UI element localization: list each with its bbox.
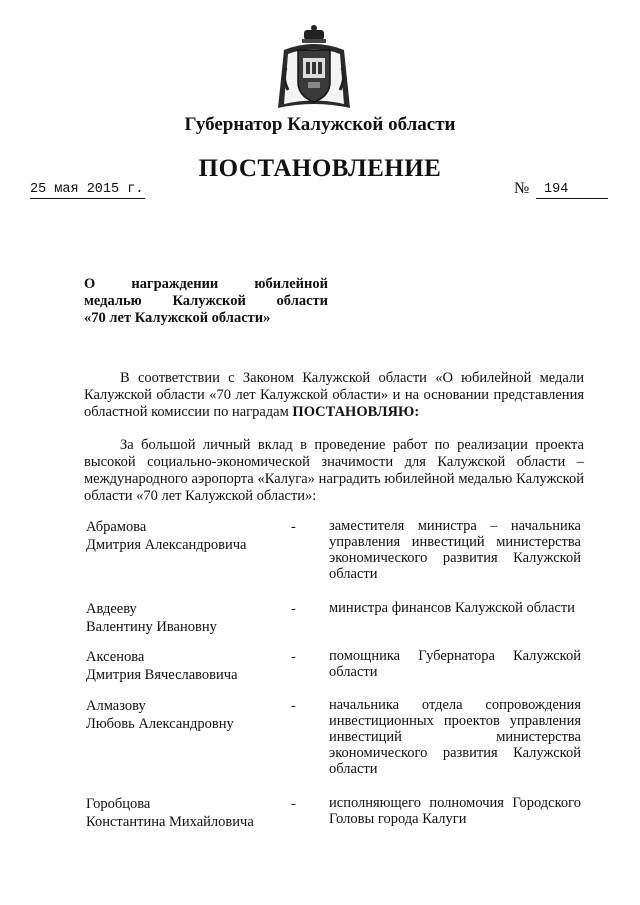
awardee-name (86, 697, 286, 733)
subject-line-1: О награждении юбилейной (84, 276, 328, 292)
issuing-authority: Губернатор Калужской области (184, 114, 456, 135)
awardee-surname: Авдееву (86, 601, 137, 617)
awardee-dash: - (291, 519, 296, 535)
awardee-dash: - (291, 796, 296, 812)
preamble-paragraph (84, 370, 584, 421)
subject-line-2: медалью Калужской области (84, 293, 328, 309)
awardee-given-names: Константина Михайловича (86, 814, 254, 830)
awardee-surname: Алмазову (86, 698, 146, 714)
awardee-name (86, 518, 286, 554)
awardee-name (86, 795, 286, 831)
awardee-dash: - (291, 649, 296, 665)
awardee-position: исполняющего полномочия Городского Головы города Калуги (329, 795, 581, 827)
awardee-given-names: Валентину Ивановну (86, 619, 217, 635)
awardee-given-names: Дмитрия Вячеславовича (86, 667, 238, 683)
awardee-surname: Абрамова (86, 519, 147, 535)
document-number: 194 (536, 182, 608, 199)
document-number-label: № (514, 180, 530, 197)
subject-line-3: «70 лет Калужской области» (84, 310, 271, 326)
awardee-name (86, 648, 286, 684)
awardee-dash: - (291, 601, 296, 617)
award-paragraph: За большой личный вклад в проведение работ по реализации проекта высокой социально-экономической значимости для Калужской области – международного аэропорта «Калуга» наградить юбилейной медалью Калужской области «70 лет Калужской области»: (84, 437, 584, 504)
awardee-name (86, 600, 286, 636)
awardee-dash: - (291, 698, 296, 714)
awardee-given-names: Любовь Александровну (86, 716, 234, 732)
awardee-position: министра финансов Калужской области (329, 600, 575, 616)
awardee-position: помощника Губернатора Калужской области (329, 648, 581, 680)
document-date: 25 мая 2015 г. (30, 182, 144, 197)
preamble-text: В соответствии с Законом Калужской области «О юбилейной медали Калужской области «70 лет Калужской области» и на основании представления областной комиссии по наградам (84, 370, 584, 420)
document-type-title: ПОСТАНОВЛЕНИЕ (198, 155, 442, 182)
awardee-surname: Аксенова (86, 649, 145, 665)
decree-keyword: ПОСТАНОВЛЯЮ: (292, 404, 420, 420)
awardee-surname: Горобцова (86, 796, 151, 812)
awardee-given-names: Дмитрия Александровича (86, 537, 247, 553)
awardee-position: начальника отдела сопровождения инвестиционных проектов управления инвестиций министерства экономического развития Калужской области (329, 697, 581, 777)
awardee-position: заместителя министра – начальника управления инвестиций министерства экономического развития Калужской области (329, 518, 581, 582)
document-subject (84, 276, 328, 327)
coat-of-arms-icon (270, 24, 358, 112)
